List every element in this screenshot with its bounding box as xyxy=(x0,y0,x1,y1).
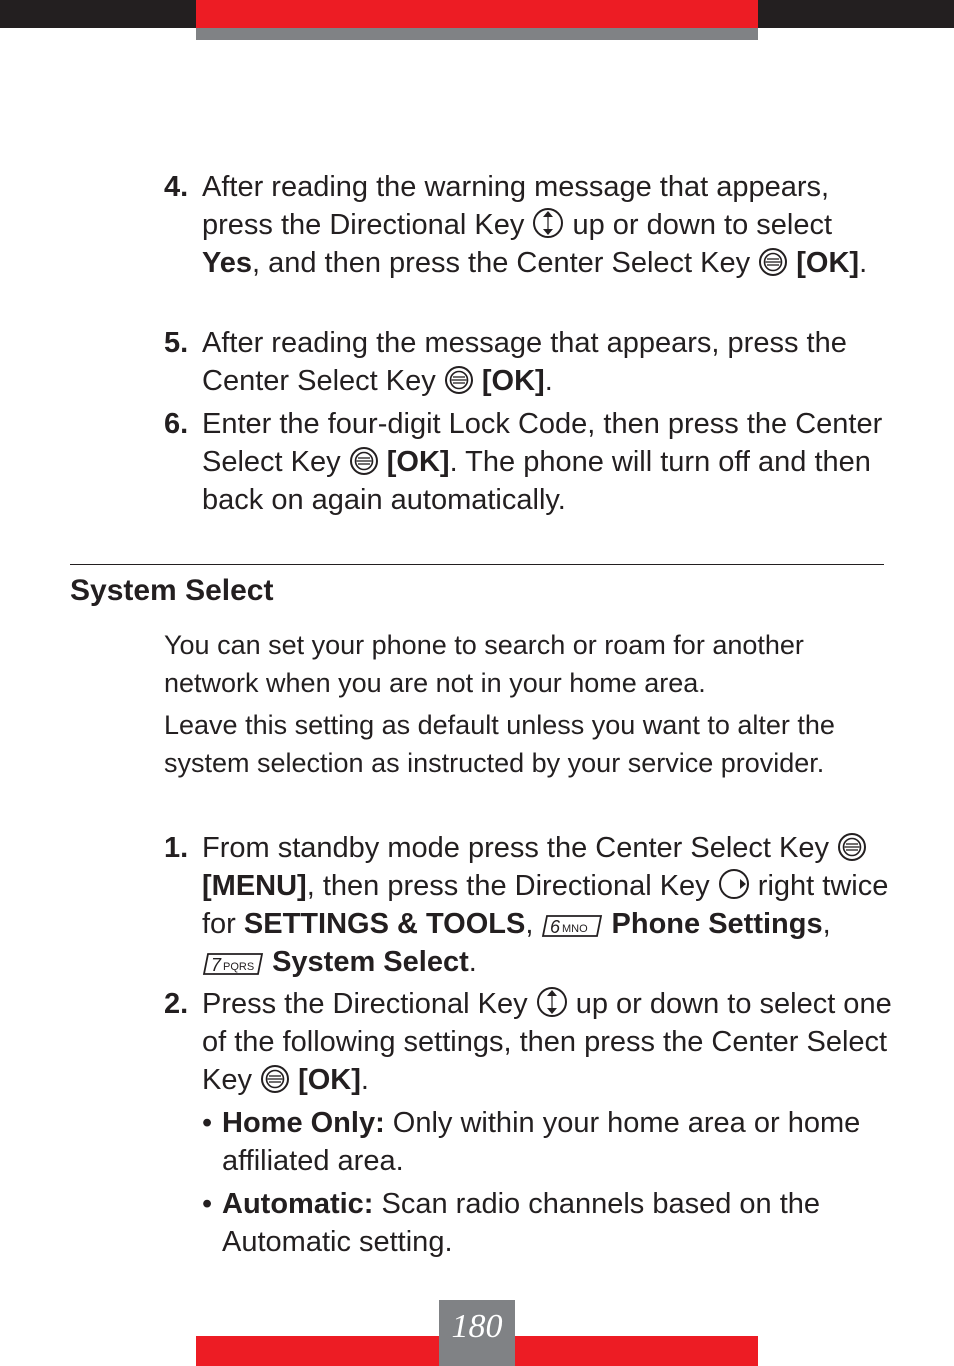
step-1 xyxy=(164,829,894,981)
step-text-run: . The phone will turn off and then back on again automatically. xyxy=(202,446,871,516)
top-gray-band xyxy=(196,28,758,40)
step-text xyxy=(202,985,894,1099)
key-7-pqrs-icon xyxy=(202,952,264,976)
step-2 xyxy=(164,985,894,1099)
step-text-run: , then press the Directional Key xyxy=(306,870,718,902)
step-text xyxy=(202,829,894,981)
section-divider xyxy=(70,564,884,565)
step-bold-text: SETTINGS & TOOLS xyxy=(243,908,526,940)
svg-text:7: 7 xyxy=(211,955,222,975)
step-number: 2. xyxy=(164,988,189,1020)
step-bold-text: [MENU] xyxy=(202,870,307,902)
step-bold-text: [OK] xyxy=(298,1064,361,1096)
step-number: 4. xyxy=(164,171,189,203)
step-text-run: , and then press the Center Select Key xyxy=(252,247,759,279)
bullet-dot: • xyxy=(202,1107,213,1139)
center-select-key-icon xyxy=(444,365,474,395)
step-6 xyxy=(164,405,894,519)
step-text-run: up or down to select one of the following settings, then press the Center Select Key xyxy=(202,988,892,1096)
step-bold-text: System Select xyxy=(272,946,469,978)
step-text-run: Press the Directional Key xyxy=(202,988,536,1020)
center-select-key-icon xyxy=(837,832,867,862)
step-text-run xyxy=(264,946,272,978)
step-text-run: . xyxy=(360,1064,369,1096)
step-5 xyxy=(164,324,894,400)
step-bold-text: Yes xyxy=(202,247,252,279)
bullet-text: Only within your home area or home affiliated area. xyxy=(222,1107,861,1177)
section-intro-paragraph: You can set your phone to search or roam for another network when you are not in your home area. xyxy=(164,630,804,698)
step-bold-text: [OK] xyxy=(796,247,860,279)
step-text-run xyxy=(474,365,482,397)
step-text-run: From standby mode press the Center Select Key xyxy=(202,832,838,864)
step-text-run: up or down to select xyxy=(564,209,833,241)
step-text-run: . xyxy=(468,946,477,978)
page-number: 180 xyxy=(439,1300,515,1366)
step-text-run: After reading the warning message that appears, press the Directional Key xyxy=(202,171,830,241)
step-text-run: , xyxy=(525,908,542,940)
step-text-run xyxy=(379,446,387,478)
step-text-run: , xyxy=(822,908,831,940)
section-title: System Select xyxy=(70,574,274,607)
key-6-mno-icon xyxy=(541,914,603,938)
step-number: 5. xyxy=(164,327,189,359)
directional-up-down-key-icon xyxy=(532,207,564,239)
bullet-automatic xyxy=(202,1185,892,1261)
step-bold-text: [OK] xyxy=(386,446,450,478)
top-red-band xyxy=(196,0,758,28)
step-text xyxy=(202,324,894,400)
bullet-label: Automatic: xyxy=(222,1188,374,1220)
step-number: 6. xyxy=(164,408,189,440)
step-text-run: . xyxy=(859,247,868,279)
bullet-dot: • xyxy=(202,1188,213,1220)
step-text-run xyxy=(290,1064,298,1096)
step-number: 1. xyxy=(164,832,189,864)
bullet-home-only xyxy=(202,1104,892,1180)
section-note-paragraph: Leave this setting as default unless you want to alter the system selection as instructed by your service provider. xyxy=(164,710,835,778)
directional-right-key-icon xyxy=(718,868,750,900)
center-select-key-icon xyxy=(349,446,379,476)
step-bold-text: Phone Settings xyxy=(611,908,823,940)
bullet-label: Home Only: xyxy=(222,1107,385,1139)
bullet-text: Scan radio channels based on the Automatic setting. xyxy=(222,1188,821,1258)
step-text-run: . xyxy=(544,365,553,397)
step-text xyxy=(202,168,894,282)
directional-up-down-key-icon xyxy=(536,986,568,1018)
svg-text:MNO: MNO xyxy=(562,923,589,935)
svg-text:6: 6 xyxy=(550,917,561,937)
step-text-run: After reading the message that appears, press the Center Select Key xyxy=(202,327,847,397)
step-text-run: Enter the four-digit Lock Code, then press the Center Select Key xyxy=(202,408,883,478)
step-4 xyxy=(164,168,894,282)
svg-text:PQRS: PQRS xyxy=(223,961,255,973)
step-text-run: right twice for xyxy=(202,870,889,940)
step-bold-text: [OK] xyxy=(481,365,545,397)
center-select-key-icon xyxy=(758,247,788,277)
step-text xyxy=(202,405,894,519)
step-text-run xyxy=(603,908,611,940)
center-select-key-icon xyxy=(260,1064,290,1094)
